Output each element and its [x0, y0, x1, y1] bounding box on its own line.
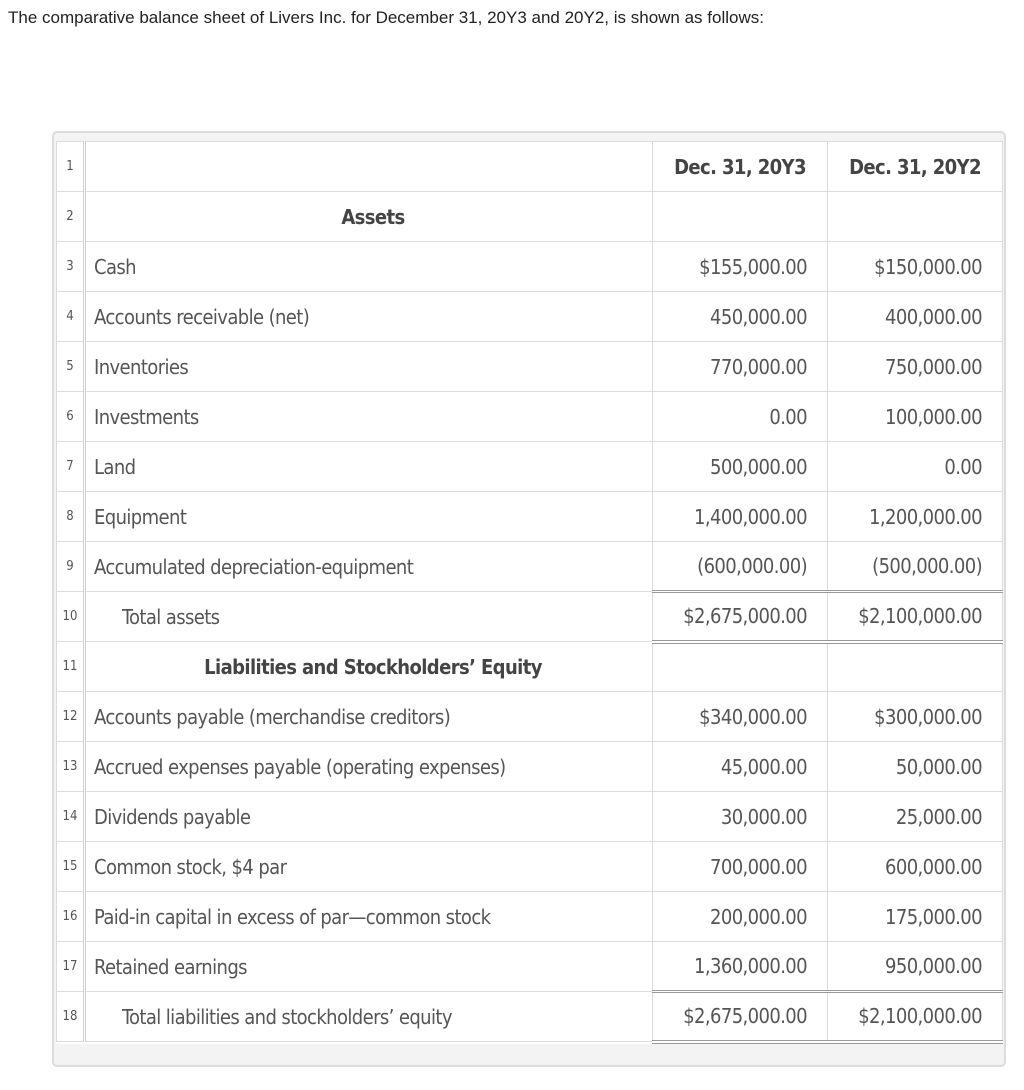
- value-cell: [828, 642, 1003, 692]
- label-cell: Common stock, $4 par: [85, 842, 653, 892]
- row-number: 15: [57, 842, 85, 892]
- table-row: [57, 792, 1003, 842]
- row-number: 14: [57, 792, 85, 842]
- value-20y3: 200,000.00: [653, 892, 828, 942]
- value-20y2: $150,000.00: [828, 242, 1003, 292]
- value-cell: [828, 192, 1003, 242]
- row-number: 4: [57, 292, 85, 342]
- table-row: [57, 992, 1003, 1042]
- row-number: 8: [57, 492, 85, 542]
- value-20y3: 30,000.00: [653, 792, 828, 842]
- value-20y3: (600,000.00): [653, 542, 828, 592]
- row-number: 10: [57, 592, 85, 642]
- table-row: [57, 642, 1003, 692]
- row-number: 5: [57, 342, 85, 392]
- value-20y3: 700,000.00: [653, 842, 828, 892]
- row-number: 3: [57, 242, 85, 292]
- value-20y2: (500,000.00): [828, 542, 1003, 592]
- value-20y3: 500,000.00: [653, 442, 828, 492]
- value-cell: [653, 192, 828, 242]
- header-dec-31-20y2: Dec. 31, 20Y2: [828, 142, 1003, 192]
- spreadsheet-panel: [52, 131, 1006, 1067]
- label-cell: Accounts payable (merchandise creditors): [85, 692, 653, 742]
- value-20y2: 50,000.00: [828, 742, 1003, 792]
- label-cell: Accounts receivable (net): [85, 292, 653, 342]
- row-number: 17: [57, 942, 85, 992]
- table-row: [57, 842, 1003, 892]
- label-cell: Investments: [85, 392, 653, 442]
- value-20y2: $300,000.00: [828, 692, 1003, 742]
- label-cell: Retained earnings: [85, 942, 653, 992]
- table-row: [57, 242, 1003, 292]
- row-number: 11: [57, 642, 85, 692]
- value-20y2: 100,000.00: [828, 392, 1003, 442]
- row-number: 12: [57, 692, 85, 742]
- label-cell: Accumulated depreciation-equipment: [85, 542, 653, 592]
- table-row: [57, 392, 1003, 442]
- label-cell: Cash: [85, 242, 653, 292]
- header-dec-31-20y3: Dec. 31, 20Y3: [653, 142, 828, 192]
- row-number: 16: [57, 892, 85, 942]
- question-prompt: The comparative balance sheet of Livers Inc. for December 31, 20Y3 and 20Y2, is shown as follows:: [8, 8, 764, 27]
- row-number: 13: [57, 742, 85, 792]
- table-row: [57, 492, 1003, 542]
- table-row: [57, 892, 1003, 942]
- label-cell: Inventories: [85, 342, 653, 392]
- value-20y2: 25,000.00: [828, 792, 1003, 842]
- total-liabilities-20y3: $2,675,000.00: [653, 992, 828, 1042]
- row-number: 6: [57, 392, 85, 442]
- value-20y3: 1,360,000.00: [653, 942, 828, 992]
- label-cell: Land: [85, 442, 653, 492]
- value-20y3: 1,400,000.00: [653, 492, 828, 542]
- label-cell: Dividends payable: [85, 792, 653, 842]
- row-number: 18: [57, 992, 85, 1042]
- table-row: [57, 742, 1003, 792]
- total-assets-20y3: $2,675,000.00: [653, 592, 828, 642]
- total-liabilities-20y2: $2,100,000.00: [828, 992, 1003, 1042]
- value-20y2: 175,000.00: [828, 892, 1003, 942]
- value-20y3: $155,000.00: [653, 242, 828, 292]
- label-cell: Total assets: [85, 592, 653, 642]
- section-heading-liabilities: Liabilities and Stockholders’ Equity: [85, 642, 653, 692]
- value-20y2: 400,000.00: [828, 292, 1003, 342]
- label-cell: Equipment: [85, 492, 653, 542]
- table-row: [57, 692, 1003, 742]
- value-20y3: 45,000.00: [653, 742, 828, 792]
- label-cell: [85, 142, 653, 192]
- row-number: 2: [57, 192, 85, 242]
- total-assets-20y2: $2,100,000.00: [828, 592, 1003, 642]
- value-cell: [653, 642, 828, 692]
- value-20y2: 950,000.00: [828, 942, 1003, 992]
- value-20y2: 750,000.00: [828, 342, 1003, 392]
- value-20y2: 1,200,000.00: [828, 492, 1003, 542]
- value-20y3: 770,000.00: [653, 342, 828, 392]
- label-cell: Paid-in capital in excess of par—common stock: [85, 892, 653, 942]
- table-row: [57, 942, 1003, 992]
- table-row: [57, 592, 1003, 642]
- table-row: [57, 142, 1003, 192]
- row-number: 1: [57, 142, 85, 192]
- balance-sheet-table: [56, 141, 1003, 1044]
- value-20y2: 0.00: [828, 442, 1003, 492]
- table-row: [57, 442, 1003, 492]
- value-20y3: $340,000.00: [653, 692, 828, 742]
- row-number: 9: [57, 542, 85, 592]
- row-number: 7: [57, 442, 85, 492]
- value-20y3: 0.00: [653, 392, 828, 442]
- value-20y3: 450,000.00: [653, 292, 828, 342]
- table-row: [57, 292, 1003, 342]
- table-row: [57, 542, 1003, 592]
- value-20y2: 600,000.00: [828, 842, 1003, 892]
- section-heading-assets: Assets: [85, 192, 653, 242]
- table-row: [57, 192, 1003, 242]
- table-row: [57, 342, 1003, 392]
- label-cell: Accrued expenses payable (operating expenses): [85, 742, 653, 792]
- label-cell: Total liabilities and stockholders’ equity: [85, 992, 653, 1042]
